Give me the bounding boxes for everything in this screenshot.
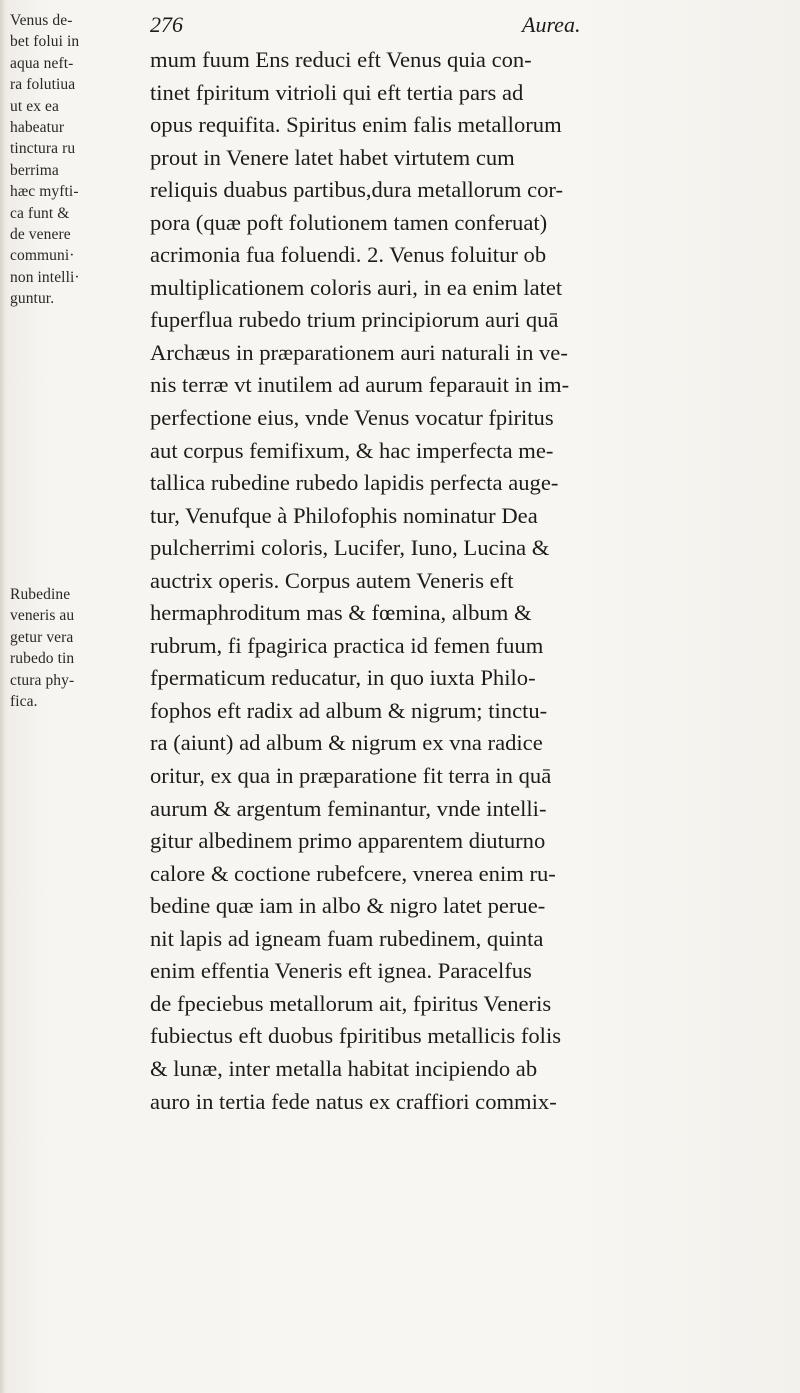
text-line: aut corpus femifixum, & hac imperfecta me-: [150, 437, 554, 463]
margin-note-line: ca funt &: [10, 204, 70, 222]
margin-note-line: habeatur: [10, 119, 65, 137]
text-line: auro in tertia fede natus ex craffiori commix-: [150, 1088, 557, 1114]
margin-note-line: de venere: [10, 226, 71, 244]
text-line: tallica rubedine rubedo lapidis perfecta auge-: [150, 470, 559, 496]
text-line: opus requifita. Spiritus enim falis metallorum: [150, 112, 562, 138]
running-head: [150, 10, 790, 42]
text-line: fophos eft radix ad album & nigrum; tinctu-: [150, 697, 548, 723]
margin-note-line: guntur.: [10, 290, 55, 308]
margin-note-line: bet folui in: [10, 33, 80, 51]
text-line: tinet fpiritum vitrioli qui eft tertia pars ad: [150, 79, 524, 105]
text-line: de fpeciebus metallorum ait, fpiritus Veneris: [150, 990, 552, 1016]
margin-note-line: ut ex ea: [10, 97, 59, 115]
margin-note-line: berrima: [10, 161, 59, 179]
text-line: nit lapis ad igneam fuam rubedinem, quinta: [150, 925, 544, 951]
text-line: calore & coctione rubefcere, vnerea enim ru-: [150, 860, 556, 886]
text-line: rubrum, fi fpagirica practica id femen fuum: [150, 632, 544, 658]
text-line: auctrix operis. Corpus autem Veneris eft: [150, 567, 514, 593]
margin-note-line: Venus de-: [10, 12, 73, 29]
text-line: fpermaticum reducatur, in quo iuxta Philo-: [150, 665, 536, 691]
text-line: fubiectus eft duobus fpiritibus metallicis folis: [150, 1023, 562, 1049]
text-line: reliquis duabus partibus,dura metallorum cor-: [150, 177, 564, 203]
text-line: pulcherrimi coloris, Lucifer, Iuno, Lucina &: [150, 535, 550, 561]
margin-note-venus: [10, 10, 108, 310]
page-number: 276: [150, 12, 183, 37]
margin-note-line: ra folutiua: [10, 76, 76, 94]
text-line: fuperflua rubedo trium principiorum auri quā: [150, 307, 559, 333]
text-line: ra (aiunt) ad album & nigrum ex vna radice: [150, 730, 543, 756]
text-line: bedine quæ iam in albo & nigro latet perue-: [150, 893, 546, 919]
margin-note-line: tinctura ru: [10, 140, 76, 158]
text-line: perfectione eius, vnde Venus vocatur fpiritus: [150, 405, 554, 431]
text-line: enim effentia Veneris eft ignea. Paracelfus: [150, 958, 532, 984]
text-line: hermaphroditum mas & fœmina, album &: [150, 600, 532, 626]
text-line: gitur albedinem primo apparentem diuturno: [150, 828, 546, 854]
text-line: multiplicationem coloris auri, in ea enim latet: [150, 274, 563, 300]
margin-note-line: getur vera: [10, 628, 74, 646]
margin-note-line: fica.: [10, 693, 38, 711]
margin-note-line: non intelli·: [10, 268, 80, 286]
text-line: mum fuum Ens reduci eft Venus quia con-: [150, 47, 532, 72]
text-line: acrimonia fua foluendi. 2. Venus foluitur ob: [150, 242, 547, 268]
page-gutter-shadow: [0, 0, 6, 1393]
text-line: Archæus in præparationem auri naturali in ve-: [150, 339, 568, 365]
running-title: Aurea.: [522, 12, 581, 37]
margin-note-line: communi·: [10, 247, 75, 265]
margin-note-line: ctura phy-: [10, 671, 75, 689]
text-line: pora (quæ poft folutionem tamen conferuat): [150, 209, 548, 235]
margin-note-line: veneris au: [10, 607, 75, 625]
text-line: oritur, ex qua in præparatione fit terra in quā: [150, 763, 552, 789]
text-line: tur, Venufque à Philofophis nominatur Dea: [150, 502, 538, 528]
text-line: aurum & argentum feminantur, vnde intelli-: [150, 795, 547, 821]
text-line: nis terræ vt inutilem ad aurum feparauit in im-: [150, 372, 570, 398]
main-text-block: [150, 44, 795, 1118]
margin-note-line: aqua neft-: [10, 54, 74, 72]
text-line: & lunæ, inter metalla habitat incipiendo ab: [150, 1055, 538, 1081]
margin-note-line: rubedo tin: [10, 650, 75, 668]
margin-note-line: Rubedine: [10, 586, 71, 603]
margin-note-line: hæc myfti-: [10, 183, 79, 201]
margin-note-rubedo: [10, 584, 108, 712]
text-line: prout in Venere latet habet virtutem cum: [150, 144, 515, 170]
